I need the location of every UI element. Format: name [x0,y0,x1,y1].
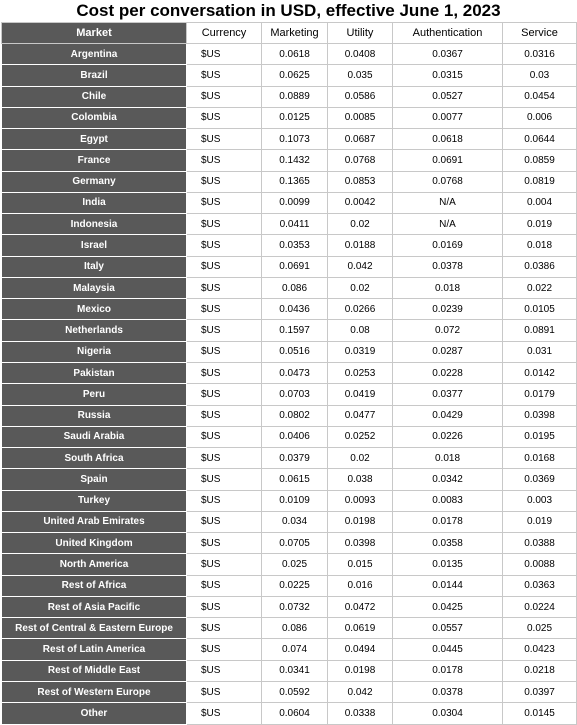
market-cell: Israel [2,235,187,256]
marketing-cell: 0.0625 [262,65,328,86]
market-cell: Indonesia [2,214,187,235]
authentication-cell: 0.0178 [393,660,503,681]
authentication-cell: 0.0429 [393,405,503,426]
authentication-cell: 0.0144 [393,575,503,596]
service-cell: 0.0423 [503,639,577,660]
table-row [2,618,577,639]
marketing-cell: 0.0341 [262,660,328,681]
market-cell: Saudi Arabia [2,426,187,447]
market-cell: Rest of Central & Eastern Europe [2,618,187,639]
utility-cell: 0.0768 [328,150,393,171]
market-cell: Netherlands [2,320,187,341]
pricing-table [1,22,577,725]
table-row [2,448,577,469]
service-cell: 0.0388 [503,533,577,554]
service-cell: 0.0397 [503,681,577,702]
service-cell: 0.0105 [503,299,577,320]
utility-cell: 0.02 [328,277,393,298]
currency-cell: $US [187,192,262,213]
service-cell: 0.0168 [503,448,577,469]
service-cell: 0.0145 [503,703,577,724]
service-cell: 0.0891 [503,320,577,341]
utility-cell: 0.0198 [328,660,393,681]
utility-cell: 0.0408 [328,44,393,65]
marketing-cell: 0.0615 [262,469,328,490]
currency-cell: $US [187,129,262,150]
table-row [2,277,577,298]
market-cell: United Kingdom [2,533,187,554]
table-row [2,107,577,128]
currency-cell: $US [187,660,262,681]
marketing-cell: 0.034 [262,511,328,532]
marketing-cell: 0.0592 [262,681,328,702]
service-cell: 0.018 [503,235,577,256]
utility-cell: 0.0253 [328,362,393,383]
column-header-currency: Currency [187,23,262,44]
authentication-cell: 0.0169 [393,235,503,256]
utility-cell: 0.0266 [328,299,393,320]
currency-cell: $US [187,65,262,86]
market-cell: Colombia [2,107,187,128]
market-cell: Germany [2,171,187,192]
authentication-cell: 0.0618 [393,129,503,150]
currency-cell: $US [187,235,262,256]
utility-cell: 0.015 [328,554,393,575]
marketing-cell: 0.0703 [262,384,328,405]
table-row [2,65,577,86]
marketing-cell: 0.1432 [262,150,328,171]
utility-cell: 0.0398 [328,533,393,554]
market-cell: Russia [2,405,187,426]
market-cell: Pakistan [2,362,187,383]
service-cell: 0.0088 [503,554,577,575]
currency-cell: $US [187,171,262,192]
currency-cell: $US [187,44,262,65]
authentication-cell: 0.0445 [393,639,503,660]
table-row [2,362,577,383]
authentication-cell: 0.0378 [393,681,503,702]
marketing-cell: 0.1073 [262,129,328,150]
utility-cell: 0.0477 [328,405,393,426]
table-body [2,44,577,725]
table-row [2,533,577,554]
marketing-cell: 0.0691 [262,256,328,277]
table-row [2,384,577,405]
authentication-cell: 0.018 [393,277,503,298]
currency-cell: $US [187,299,262,320]
utility-cell: 0.0085 [328,107,393,128]
table-row [2,469,577,490]
marketing-cell: 0.0109 [262,490,328,511]
currency-cell: $US [187,256,262,277]
currency-cell: $US [187,384,262,405]
utility-cell: 0.0198 [328,511,393,532]
marketing-cell: 0.074 [262,639,328,660]
column-header-service: Service [503,23,577,44]
authentication-cell: 0.0077 [393,107,503,128]
market-cell: Other [2,703,187,724]
market-cell: France [2,150,187,171]
header-row [2,23,577,44]
utility-cell: 0.0252 [328,426,393,447]
authentication-cell: 0.0228 [393,362,503,383]
marketing-cell: 0.0889 [262,86,328,107]
service-cell: 0.0195 [503,426,577,447]
market-cell: Brazil [2,65,187,86]
service-cell: 0.0386 [503,256,577,277]
authentication-cell: 0.0367 [393,44,503,65]
authentication-cell: 0.0378 [393,256,503,277]
authentication-cell: N/A [393,214,503,235]
table-row [2,405,577,426]
authentication-cell: 0.0135 [393,554,503,575]
service-cell: 0.0218 [503,660,577,681]
marketing-cell: 0.0406 [262,426,328,447]
currency-cell: $US [187,554,262,575]
utility-cell: 0.0619 [328,618,393,639]
utility-cell: 0.042 [328,681,393,702]
service-cell: 0.03 [503,65,577,86]
market-cell: Spain [2,469,187,490]
market-cell: Rest of Asia Pacific [2,596,187,617]
table-row [2,511,577,532]
authentication-cell: 0.0425 [393,596,503,617]
service-cell: 0.025 [503,618,577,639]
authentication-cell: 0.018 [393,448,503,469]
currency-cell: $US [187,107,262,128]
market-cell: Argentina [2,44,187,65]
table-row [2,554,577,575]
authentication-cell: 0.0527 [393,86,503,107]
utility-cell: 0.0093 [328,490,393,511]
service-cell: 0.0316 [503,44,577,65]
utility-cell: 0.0188 [328,235,393,256]
service-cell: 0.0369 [503,469,577,490]
marketing-cell: 0.086 [262,277,328,298]
marketing-cell: 0.0802 [262,405,328,426]
currency-cell: $US [187,596,262,617]
table-row [2,320,577,341]
utility-cell: 0.038 [328,469,393,490]
service-cell: 0.0644 [503,129,577,150]
authentication-cell: 0.0083 [393,490,503,511]
market-cell: Rest of Western Europe [2,681,187,702]
table-row [2,660,577,681]
market-cell: Italy [2,256,187,277]
utility-cell: 0.0319 [328,341,393,362]
service-cell: 0.031 [503,341,577,362]
market-cell: United Arab Emirates [2,511,187,532]
authentication-cell: 0.072 [393,320,503,341]
marketing-cell: 0.0411 [262,214,328,235]
currency-cell: $US [187,448,262,469]
marketing-cell: 0.0618 [262,44,328,65]
table-row [2,681,577,702]
utility-cell: 0.0586 [328,86,393,107]
service-cell: 0.0398 [503,405,577,426]
currency-cell: $US [187,703,262,724]
currency-cell: $US [187,405,262,426]
table-title: Cost per conversation in USD, effective June 1, 2023 [76,1,501,20]
authentication-cell: 0.0377 [393,384,503,405]
market-cell: Peru [2,384,187,405]
market-cell: Malaysia [2,277,187,298]
utility-cell: 0.02 [328,448,393,469]
service-cell: 0.0224 [503,596,577,617]
utility-cell: 0.0419 [328,384,393,405]
utility-cell: 0.035 [328,65,393,86]
marketing-cell: 0.0516 [262,341,328,362]
utility-cell: 0.0472 [328,596,393,617]
utility-cell: 0.016 [328,575,393,596]
column-header-market: Market [2,23,187,44]
table-row [2,214,577,235]
market-cell: Rest of Middle East [2,660,187,681]
market-cell: Rest of Africa [2,575,187,596]
currency-cell: $US [187,490,262,511]
utility-cell: 0.02 [328,214,393,235]
marketing-cell: 0.0099 [262,192,328,213]
service-cell: 0.022 [503,277,577,298]
utility-cell: 0.08 [328,320,393,341]
currency-cell: $US [187,362,262,383]
utility-cell: 0.0338 [328,703,393,724]
service-cell: 0.0454 [503,86,577,107]
column-header-authentication: Authentication [393,23,503,44]
market-cell: Turkey [2,490,187,511]
currency-cell: $US [187,426,262,447]
service-cell: 0.003 [503,490,577,511]
table-row [2,256,577,277]
market-cell: India [2,192,187,213]
utility-cell: 0.0853 [328,171,393,192]
authentication-cell: 0.0342 [393,469,503,490]
utility-cell: 0.0494 [328,639,393,660]
currency-cell: $US [187,320,262,341]
currency-cell: $US [187,469,262,490]
authentication-cell: 0.0691 [393,150,503,171]
table-row [2,129,577,150]
authentication-cell: 0.0557 [393,618,503,639]
service-cell: 0.006 [503,107,577,128]
currency-cell: $US [187,150,262,171]
table-row [2,86,577,107]
currency-cell: $US [187,618,262,639]
marketing-cell: 0.0436 [262,299,328,320]
service-cell: 0.004 [503,192,577,213]
currency-cell: $US [187,86,262,107]
currency-cell: $US [187,214,262,235]
market-cell: Egypt [2,129,187,150]
market-cell: Nigeria [2,341,187,362]
table-row [2,150,577,171]
service-cell: 0.0363 [503,575,577,596]
currency-cell: $US [187,533,262,554]
market-cell: Mexico [2,299,187,320]
authentication-cell: 0.0768 [393,171,503,192]
market-cell: North America [2,554,187,575]
utility-cell: 0.042 [328,256,393,277]
table-row [2,235,577,256]
table-row [2,426,577,447]
marketing-cell: 0.025 [262,554,328,575]
authentication-cell: 0.0304 [393,703,503,724]
table-row [2,703,577,724]
marketing-cell: 0.1365 [262,171,328,192]
table-row [2,171,577,192]
column-header-marketing: Marketing [262,23,328,44]
currency-cell: $US [187,277,262,298]
market-cell: Chile [2,86,187,107]
authentication-cell: 0.0239 [393,299,503,320]
market-cell: South Africa [2,448,187,469]
market-cell: Rest of Latin America [2,639,187,660]
marketing-cell: 0.0353 [262,235,328,256]
authentication-cell: N/A [393,192,503,213]
service-cell: 0.019 [503,511,577,532]
table-row [2,575,577,596]
marketing-cell: 0.0473 [262,362,328,383]
authentication-cell: 0.0226 [393,426,503,447]
service-cell: 0.0179 [503,384,577,405]
service-cell: 0.019 [503,214,577,235]
marketing-cell: 0.0604 [262,703,328,724]
table-row [2,44,577,65]
authentication-cell: 0.0178 [393,511,503,532]
table-row [2,596,577,617]
marketing-cell: 0.0125 [262,107,328,128]
marketing-cell: 0.0379 [262,448,328,469]
marketing-cell: 0.1597 [262,320,328,341]
currency-cell: $US [187,341,262,362]
marketing-cell: 0.0705 [262,533,328,554]
table-row [2,639,577,660]
utility-cell: 0.0042 [328,192,393,213]
table-row [2,490,577,511]
marketing-cell: 0.086 [262,618,328,639]
marketing-cell: 0.0732 [262,596,328,617]
table-row [2,192,577,213]
table-row [2,299,577,320]
service-cell: 0.0142 [503,362,577,383]
currency-cell: $US [187,511,262,532]
authentication-cell: 0.0358 [393,533,503,554]
authentication-cell: 0.0315 [393,65,503,86]
table-row [2,341,577,362]
service-cell: 0.0859 [503,150,577,171]
marketing-cell: 0.0225 [262,575,328,596]
currency-cell: $US [187,639,262,660]
service-cell: 0.0819 [503,171,577,192]
column-header-utility: Utility [328,23,393,44]
utility-cell: 0.0687 [328,129,393,150]
authentication-cell: 0.0287 [393,341,503,362]
currency-cell: $US [187,575,262,596]
currency-cell: $US [187,681,262,702]
